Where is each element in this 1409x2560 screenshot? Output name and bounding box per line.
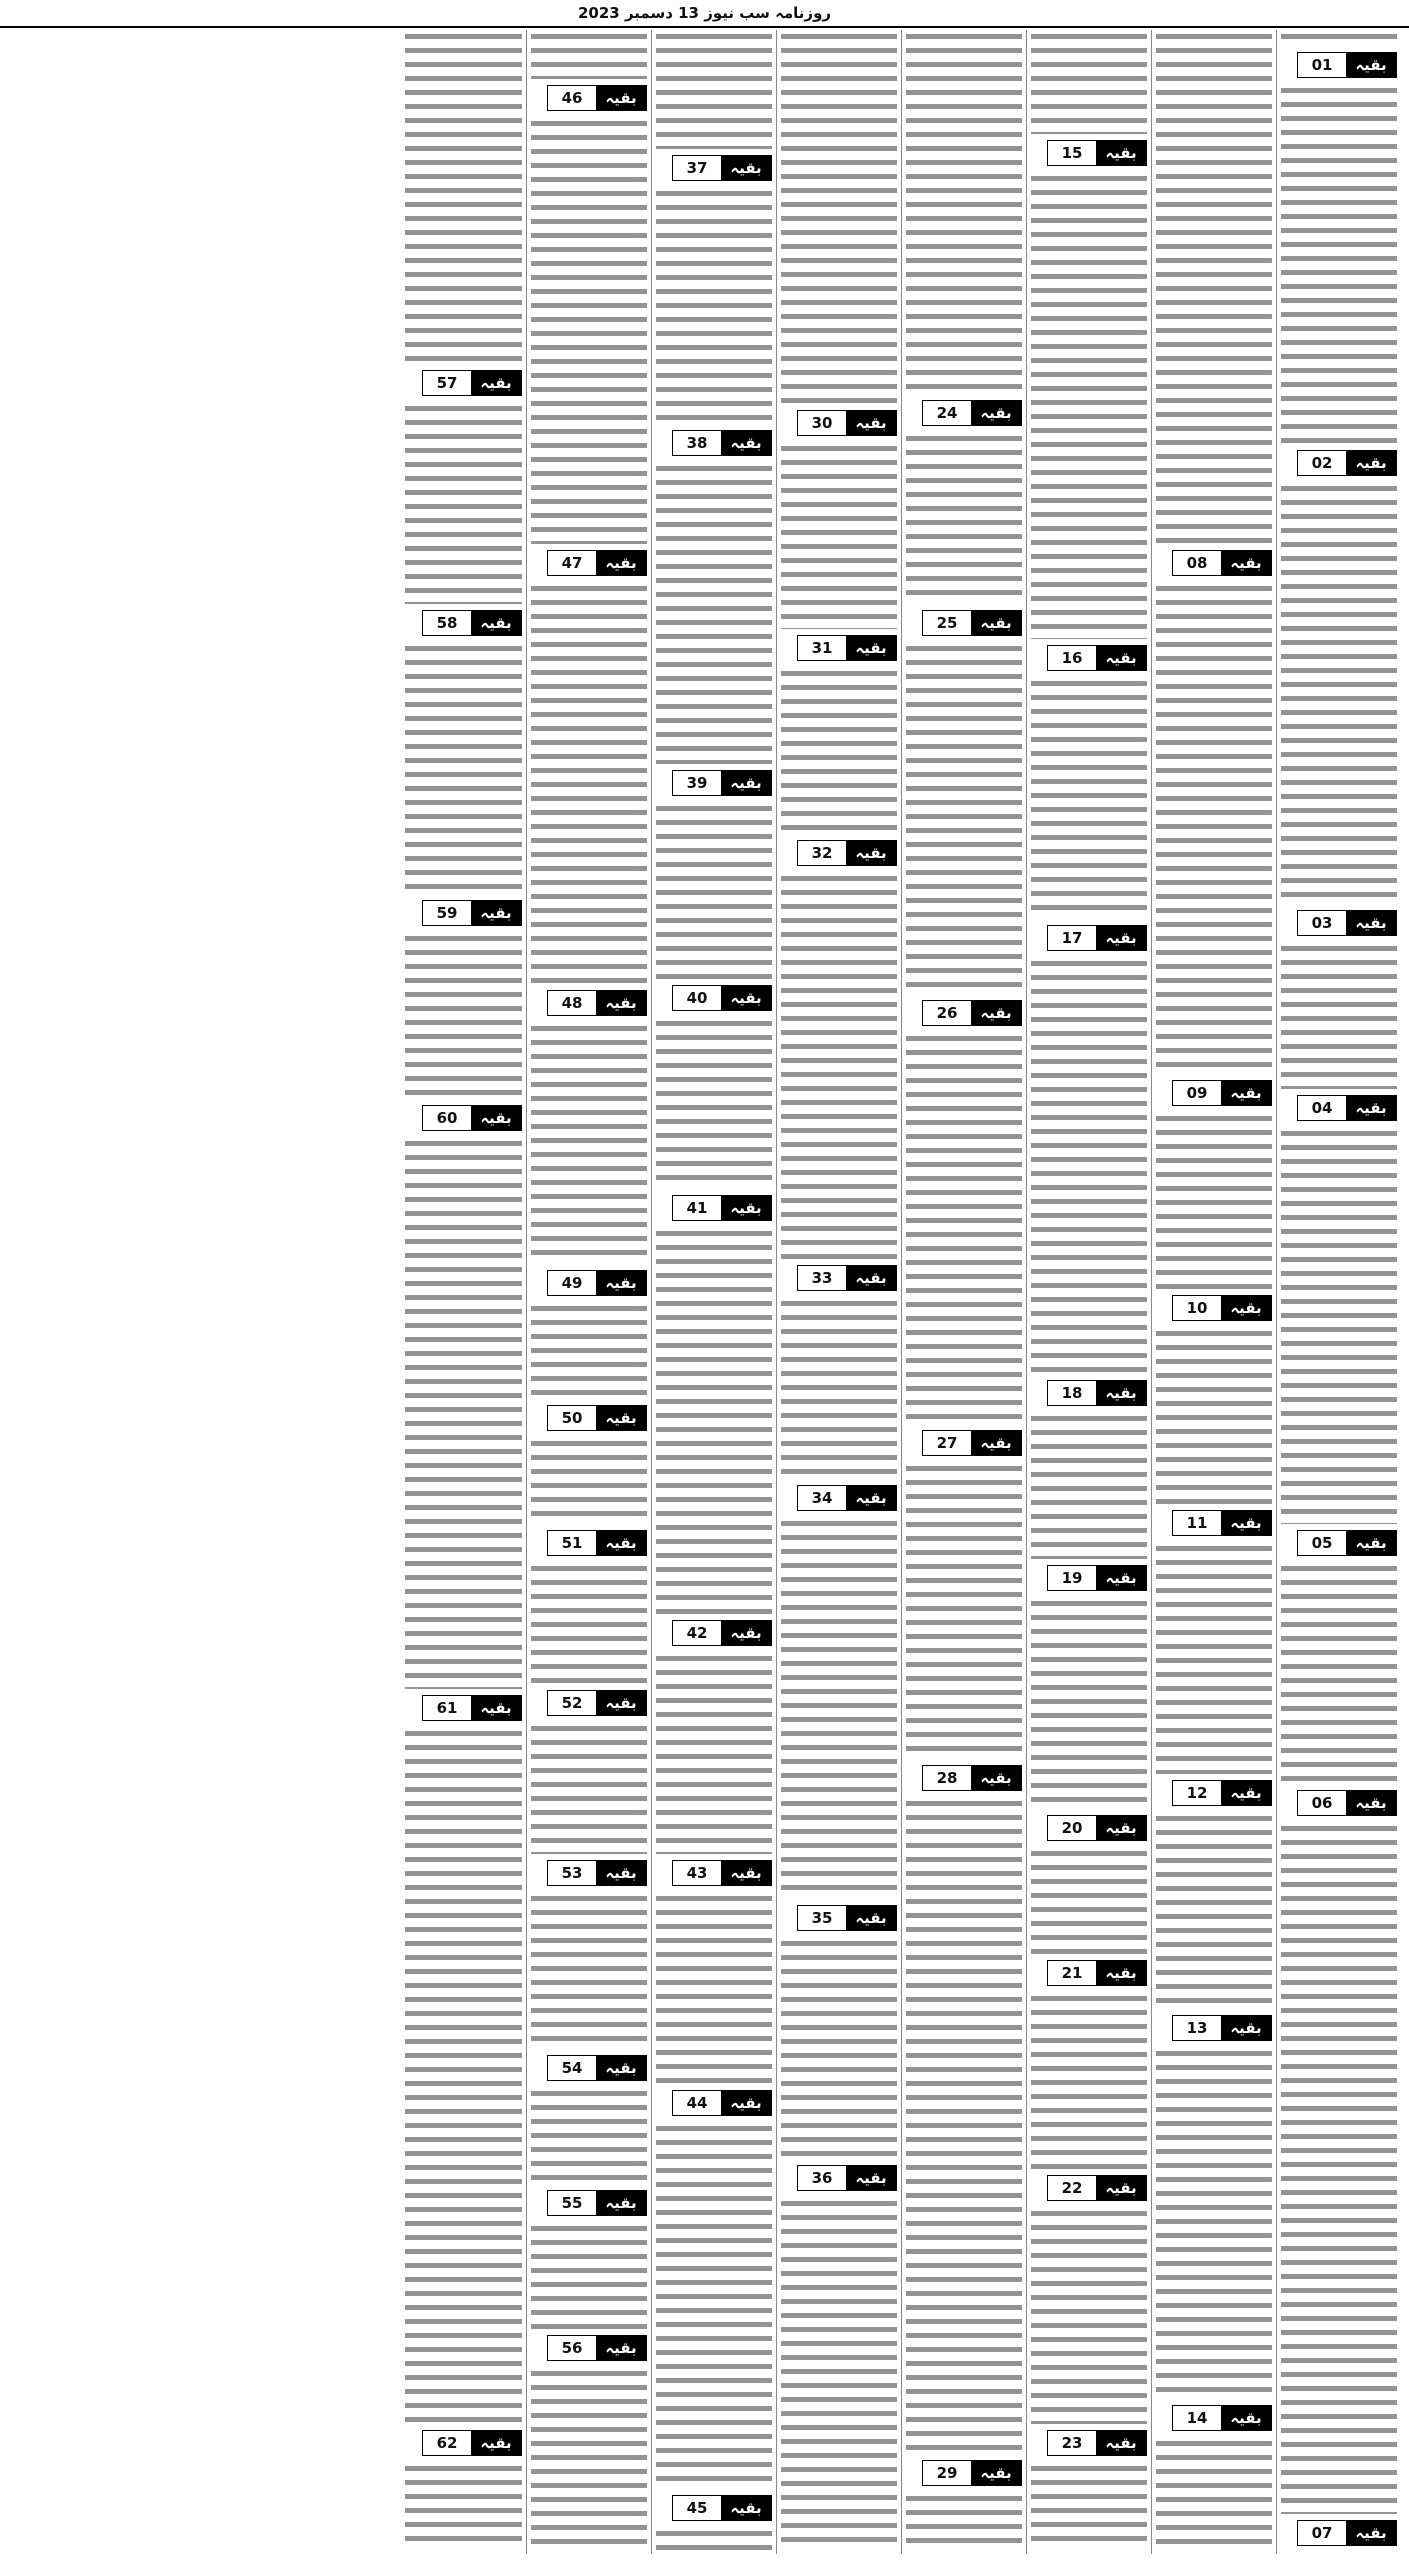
article-text-block: [1281, 482, 1397, 904]
continuation-badge: [672, 2090, 772, 2116]
article-text-block: [531, 582, 647, 984]
article-text-block: [531, 1562, 647, 1684]
continuation-badge: [797, 1265, 897, 1291]
continuation-number: 52: [561, 1694, 583, 1712]
article-text-block: [531, 2222, 647, 2329]
continuation-badge: [1047, 645, 1147, 671]
continuation-badge: [797, 410, 897, 436]
continuation-label: بقیہ: [721, 1196, 771, 1220]
continuation-number: 34: [811, 1489, 833, 1507]
continuation-number: 46: [561, 89, 583, 107]
continuation-label: بقیہ: [846, 636, 896, 660]
continuation-badge: [422, 2430, 522, 2456]
article-text-block: [405, 1727, 522, 2424]
continuation-badge: [422, 370, 522, 396]
continuation-label: بقیہ: [721, 986, 771, 1010]
continuation-number: 01: [1311, 56, 1333, 74]
continuation-label: بقیہ: [1096, 646, 1146, 670]
article-text-block: [1031, 1992, 1147, 2169]
continuation-label: بقیہ: [596, 1271, 646, 1295]
article-text-block: [656, 2122, 772, 2489]
article-text-block: [531, 117, 647, 544]
news-column: [901, 30, 1026, 2554]
continuation-badge: [422, 900, 522, 926]
article-text-block: [1031, 2462, 1147, 2550]
continuation-badge: [422, 1695, 522, 1721]
news-column: [526, 30, 651, 2554]
continuation-label: بقیہ: [971, 2461, 1021, 2485]
continuation-number: 16: [1061, 649, 1083, 667]
continuation-badge: [547, 85, 647, 111]
continuation-label: بقیہ: [846, 411, 896, 435]
article-text-block: [1156, 2047, 1272, 2399]
continuation-number: 36: [811, 2169, 833, 2187]
continuation-number: 25: [936, 614, 958, 632]
article-text-block: [1281, 30, 1397, 46]
article-text-block: [1281, 84, 1397, 444]
continuation-badge: [797, 1485, 897, 1511]
article-text-block: [531, 2087, 647, 2184]
newspaper-page: [8, 30, 1401, 2554]
continuation-number: 03: [1311, 914, 1333, 932]
continuation-badge: [1297, 450, 1397, 476]
continuation-label: بقیہ: [721, 1621, 771, 1645]
continuation-number: 13: [1186, 2019, 1208, 2037]
article-text-block: [1031, 172, 1147, 639]
article-text-block: [781, 30, 897, 404]
continuation-label: بقیہ: [1346, 1531, 1396, 1555]
continuation-number: 37: [686, 159, 708, 177]
continuation-badge: [672, 430, 772, 456]
continuation-badge: [1047, 1815, 1147, 1841]
continuation-label: بقیہ: [471, 1696, 521, 1720]
article-text-block: [906, 1462, 1022, 1759]
continuation-label: بقیہ: [846, 1906, 896, 1930]
article-text-block: [531, 1892, 647, 2049]
continuation-number: 15: [1061, 144, 1083, 162]
article-text-block: [1031, 1597, 1147, 1809]
continuation-badge: [797, 840, 897, 866]
continuation-label: بقیہ: [1346, 53, 1396, 77]
continuation-label: بقیہ: [721, 771, 771, 795]
continuation-label: بقیہ: [1221, 1296, 1271, 1320]
continuation-badge: [922, 1000, 1022, 1026]
continuation-label: بقیہ: [596, 2056, 646, 2080]
continuation-number: 23: [1061, 2434, 1083, 2452]
continuation-badge: [547, 990, 647, 1016]
continuation-badge: [1047, 2175, 1147, 2201]
article-text-block: [405, 1137, 522, 1689]
continuation-badge: [672, 770, 772, 796]
continuation-badge: [1172, 1510, 1272, 1536]
article-text-block: [781, 667, 897, 834]
article-text-block: [1156, 1327, 1272, 1504]
continuation-number: 56: [561, 2339, 583, 2357]
continuation-number: 12: [1186, 1784, 1208, 1802]
article-text-block: [656, 1227, 772, 1614]
continuation-label: بقیہ: [596, 1691, 646, 1715]
continuation-label: بقیہ: [1221, 1081, 1271, 1105]
continuation-number: 09: [1186, 1084, 1208, 1102]
continuation-number: 50: [561, 1409, 583, 1427]
article-text-block: [781, 1517, 897, 1899]
continuation-number: 40: [686, 989, 708, 1007]
article-text-block: [656, 187, 772, 424]
continuation-label: بقیہ: [721, 2496, 771, 2520]
article-text-block: [531, 1302, 647, 1399]
continuation-label: بقیہ: [1346, 1791, 1396, 1815]
article-text-block: [405, 30, 522, 364]
continuation-number: 19: [1061, 1569, 1083, 1587]
continuation-badge: [672, 1195, 772, 1221]
continuation-number: 06: [1311, 1794, 1333, 1812]
continuation-number: 28: [936, 1769, 958, 1787]
continuation-number: 11: [1186, 1514, 1208, 1532]
article-text-block: [656, 802, 772, 979]
continuation-label: بقیہ: [596, 551, 646, 575]
news-column: [1026, 30, 1151, 2554]
news-column: [1151, 30, 1276, 2554]
continuation-label: بقیہ: [721, 431, 771, 455]
continuation-number: 31: [811, 639, 833, 657]
continuation-badge: [1047, 140, 1147, 166]
article-text-block: [405, 402, 522, 604]
news-column: [776, 30, 901, 2554]
article-text-block: [1031, 677, 1147, 919]
continuation-badge: [1172, 2405, 1272, 2431]
continuation-label: بقیہ: [721, 2091, 771, 2115]
continuation-label: بقیہ: [1221, 1511, 1271, 1535]
article-text-block: [1156, 582, 1272, 1074]
article-text-block: [781, 1937, 897, 2159]
continuation-badge: [547, 550, 647, 576]
continuation-badge: [1172, 1295, 1272, 1321]
article-text-block: [531, 30, 647, 79]
continuation-label: بقیہ: [721, 1861, 771, 1885]
continuation-number: 14: [1186, 2409, 1208, 2427]
continuation-label: بقیہ: [971, 611, 1021, 635]
continuation-badge: [547, 1270, 647, 1296]
article-text-block: [1031, 30, 1147, 134]
continuation-number: 02: [1311, 454, 1333, 472]
continuation-badge: [422, 1105, 522, 1131]
article-text-block: [1031, 957, 1147, 1374]
article-text-block: [1281, 942, 1397, 1089]
continuation-number: 43: [686, 1864, 708, 1882]
continuation-badge: [1297, 910, 1397, 936]
continuation-label: بقیہ: [1221, 2016, 1271, 2040]
continuation-label: بقیہ: [846, 1486, 896, 1510]
continuation-badge: [922, 2460, 1022, 2486]
continuation-badge: [672, 2495, 772, 2521]
article-text-block: [656, 1892, 772, 2084]
continuation-number: 59: [436, 904, 458, 922]
continuation-badge: [1047, 1380, 1147, 1406]
news-column: [651, 30, 776, 2554]
masthead-title: روزنامہ سب نیوز 13 دسمبر 2023: [577, 4, 832, 22]
continuation-label: بقیہ: [471, 1106, 521, 1130]
continuation-label: بقیہ: [846, 1266, 896, 1290]
article-text-block: [781, 2197, 897, 2550]
article-text-block: [1031, 2207, 1147, 2424]
article-text-block: [1156, 2437, 1272, 2550]
article-text-block: [1281, 1822, 1397, 2514]
continuation-number: 17: [1061, 929, 1083, 947]
continuation-label: بقیہ: [1221, 551, 1271, 575]
article-text-block: [1156, 30, 1272, 544]
continuation-label: بقیہ: [1096, 926, 1146, 950]
continuation-number: 29: [936, 2464, 958, 2482]
continuation-badge: [1047, 1960, 1147, 1986]
continuation-number: 58: [436, 614, 458, 632]
continuation-number: 21: [1061, 1964, 1083, 1982]
continuation-badge: [672, 1860, 772, 1886]
continuation-label: بقیہ: [1096, 1961, 1146, 1985]
article-text-block: [1031, 1412, 1147, 1559]
continuation-number: 07: [1311, 2524, 1333, 2542]
continuation-badge: [922, 400, 1022, 426]
continuation-number: 38: [686, 434, 708, 452]
continuation-badge: [547, 1530, 647, 1556]
article-text-block: [405, 932, 522, 1099]
continuation-number: 26: [936, 1004, 958, 1022]
news-column: [1276, 30, 1401, 2554]
news-column: [401, 30, 526, 2554]
continuation-number: 35: [811, 1909, 833, 1927]
continuation-number: 05: [1311, 1534, 1333, 1552]
continuation-badge: [672, 1620, 772, 1646]
continuation-label: بقیہ: [846, 2166, 896, 2190]
continuation-label: بقیہ: [596, 1861, 646, 1885]
continuation-badge: [547, 1690, 647, 1716]
continuation-badge: [1297, 1530, 1397, 1556]
continuation-badge: [1297, 1095, 1397, 1121]
continuation-label: بقیہ: [1096, 1816, 1146, 1840]
article-text-block: [781, 872, 897, 1259]
continuation-label: بقیہ: [471, 611, 521, 635]
continuation-label: بقیہ: [971, 1766, 1021, 1790]
article-text-block: [656, 1017, 772, 1189]
continuation-badge: [1172, 1080, 1272, 1106]
continuation-badge: [1047, 2430, 1147, 2456]
continuation-label: بقیہ: [1346, 2521, 1396, 2545]
article-text-block: [1031, 1847, 1147, 1954]
continuation-number: 44: [686, 2094, 708, 2112]
continuation-number: 62: [436, 2434, 458, 2452]
continuation-number: 49: [561, 1274, 583, 1292]
continuation-number: 30: [811, 414, 833, 432]
continuation-number: 08: [1186, 554, 1208, 572]
continuation-badge: [547, 1405, 647, 1431]
continuation-label: بقیہ: [971, 1001, 1021, 1025]
article-text-block: [906, 642, 1022, 994]
continuation-label: بقیہ: [1096, 2431, 1146, 2455]
article-text-block: [531, 1022, 647, 1264]
article-text-block: [906, 2492, 1022, 2550]
continuation-label: بقیہ: [1096, 2176, 1146, 2200]
continuation-number: 24: [936, 404, 958, 422]
article-text-block: [656, 1652, 772, 1854]
continuation-number: 42: [686, 1624, 708, 1642]
article-text-block: [781, 442, 897, 629]
continuation-number: 20: [1061, 1819, 1083, 1837]
continuation-badge: [797, 635, 897, 661]
article-text-block: [656, 462, 772, 764]
continuation-label: بقیہ: [1096, 1566, 1146, 1590]
continuation-label: بقیہ: [596, 2336, 646, 2360]
continuation-label: بقیہ: [596, 1406, 646, 1430]
continuation-number: 55: [561, 2194, 583, 2212]
continuation-label: بقیہ: [1221, 2406, 1271, 2430]
continuation-number: 10: [1186, 1299, 1208, 1317]
continuation-badge: [1172, 2015, 1272, 2041]
article-text-block: [906, 1797, 1022, 2454]
continuation-label: بقیہ: [471, 371, 521, 395]
article-text-block: [405, 642, 522, 894]
continuation-number: 54: [561, 2059, 583, 2077]
continuation-label: بقیہ: [471, 901, 521, 925]
article-text-block: [1156, 1812, 1272, 2009]
continuation-label: بقیہ: [596, 991, 646, 1015]
continuation-badge: [547, 2055, 647, 2081]
article-text-block: [906, 1032, 1022, 1424]
article-text-block: [531, 1437, 647, 1524]
continuation-number: 04: [1311, 1099, 1333, 1117]
continuation-badge: [672, 155, 772, 181]
article-text-block: [656, 30, 772, 149]
continuation-label: بقیہ: [971, 401, 1021, 425]
continuation-label: بقیہ: [596, 1531, 646, 1555]
continuation-label: بقیہ: [1096, 141, 1146, 165]
continuation-label: بقیہ: [596, 2191, 646, 2215]
continuation-label: بقیہ: [471, 2431, 521, 2455]
continuation-badge: [1047, 1565, 1147, 1591]
article-text-block: [906, 432, 1022, 604]
article-text-block: [1156, 1542, 1272, 1774]
continuation-label: بقیہ: [1346, 1096, 1396, 1120]
article-text-block: [656, 2527, 772, 2550]
continuation-label: بقیہ: [846, 841, 896, 865]
continuation-badge: [922, 1765, 1022, 1791]
continuation-number: 27: [936, 1434, 958, 1452]
continuation-number: 39: [686, 774, 708, 792]
continuation-label: بقیہ: [1096, 1381, 1146, 1405]
continuation-badge: [547, 1860, 647, 1886]
continuation-number: 45: [686, 2499, 708, 2517]
continuation-number: 41: [686, 1199, 708, 1217]
continuation-number: 33: [811, 1269, 833, 1287]
continuation-badge: [922, 610, 1022, 636]
continuation-label: بقیہ: [596, 86, 646, 110]
continuation-badge: [1297, 52, 1397, 78]
article-text-block: [781, 1297, 897, 1479]
article-text-block: [906, 30, 1022, 394]
continuation-badge: [797, 2165, 897, 2191]
continuation-badge: [547, 2190, 647, 2216]
article-text-block: [531, 2367, 647, 2550]
continuation-badge: [1297, 2520, 1397, 2546]
masthead: [0, 0, 1409, 28]
continuation-number: 18: [1061, 1384, 1083, 1402]
continuation-number: 51: [561, 1534, 583, 1552]
continuation-label: بقیہ: [721, 156, 771, 180]
continuation-number: 57: [436, 374, 458, 392]
continuation-badge: [547, 2335, 647, 2361]
continuation-number: 47: [561, 554, 583, 572]
continuation-badge: [922, 1430, 1022, 1456]
continuation-number: 60: [436, 1109, 458, 1127]
continuation-label: بقیہ: [1346, 451, 1396, 475]
article-text-block: [405, 2462, 522, 2550]
continuation-number: 48: [561, 994, 583, 1012]
continuation-badge: [797, 1905, 897, 1931]
continuation-badge: [1297, 1790, 1397, 1816]
continuation-badge: [422, 610, 522, 636]
continuation-number: 32: [811, 844, 833, 862]
continuation-badge: [1047, 925, 1147, 951]
continuation-number: 22: [1061, 2179, 1083, 2197]
article-text-block: [1281, 1127, 1397, 1524]
article-text-block: [1281, 1562, 1397, 1784]
article-text-block: [1156, 1112, 1272, 1289]
continuation-number: 61: [436, 1699, 458, 1717]
continuation-label: بقیہ: [971, 1431, 1021, 1455]
continuation-badge: [1172, 1780, 1272, 1806]
continuation-label: بقیہ: [1221, 1781, 1271, 1805]
article-text-block: [531, 1722, 647, 1854]
continuation-number: 53: [561, 1864, 583, 1882]
continuation-badge: [1172, 550, 1272, 576]
continuation-label: بقیہ: [1346, 911, 1396, 935]
continuation-badge: [672, 985, 772, 1011]
